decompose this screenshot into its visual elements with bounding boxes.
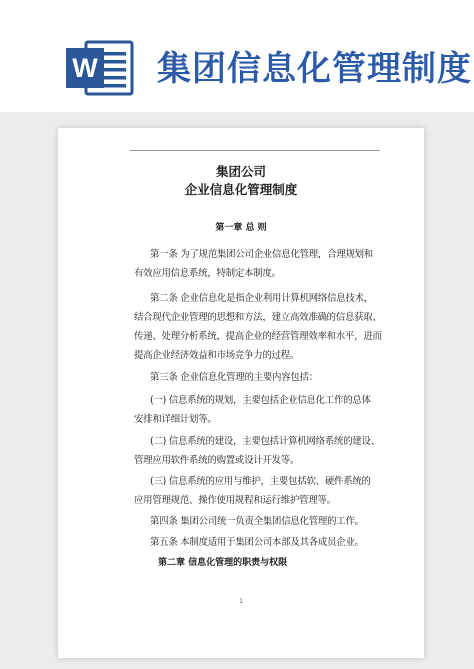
paragraph-line: 应用管理规范、操作使用规程和运行维护管理等。 bbox=[134, 495, 336, 506]
paragraph-line: 管理应用软件系统的购置或设计开发等。 bbox=[134, 455, 300, 466]
paragraph-line: (二) 信息系统的建设，主要包括计算机网络系统的建设、 bbox=[150, 436, 380, 447]
paragraph-line: 第三条 企业信息化管理的主要内容包括： bbox=[150, 372, 318, 383]
chapter-heading: 第二章 信息化管理的职责与权限 bbox=[158, 558, 288, 568]
page-number: 1 bbox=[239, 598, 243, 605]
paragraph-line: (一) 信息系统的规划，主要包括企业信息化工作的总体 bbox=[150, 395, 371, 406]
document-page bbox=[58, 128, 424, 658]
word-icon-letter: W bbox=[72, 53, 98, 83]
document-title: 集团信息化管理制度 bbox=[157, 49, 472, 89]
header-banner bbox=[0, 0, 474, 112]
chapter-heading: 第一章 总 则 bbox=[215, 223, 267, 233]
header-rule bbox=[130, 150, 380, 151]
word-icon bbox=[64, 38, 134, 98]
paragraph-line: 第二条 企业信息化是指企业利用计算机网络信息技术， bbox=[150, 293, 373, 304]
paragraph-line: 提高企业经济效益和市场竞争力的过程。 bbox=[134, 350, 300, 361]
paragraph-line: 有效应用信息系统，特制定本制度。 bbox=[134, 268, 281, 279]
document-subtitle: 企业信息化管理制度 bbox=[184, 182, 298, 197]
paragraph-line: (三) 信息系统的应用与维护，主要包括软、硬件系统的 bbox=[150, 476, 371, 487]
company-name: 集团公司 bbox=[215, 164, 266, 179]
paragraph-line: 第一条 为了规范集团公司企业信息化管理，合理规划和 bbox=[150, 249, 373, 260]
paragraph-line: 传递、处理分析系统，提高企业的经营管理效率和水平，进而 bbox=[134, 331, 382, 342]
paragraph-line: 结合现代企业管理的思想和方法，建立高效准确的信息获取、 bbox=[134, 312, 382, 323]
paragraph-line: 第五条 本制度适用于集团公司本部及其各成员企业。 bbox=[150, 537, 364, 548]
paragraph-line: 第四条 集团公司统一负责全集团信息化管理的工作。 bbox=[150, 516, 364, 527]
paragraph-line: 安排和详细计划等。 bbox=[134, 414, 217, 425]
